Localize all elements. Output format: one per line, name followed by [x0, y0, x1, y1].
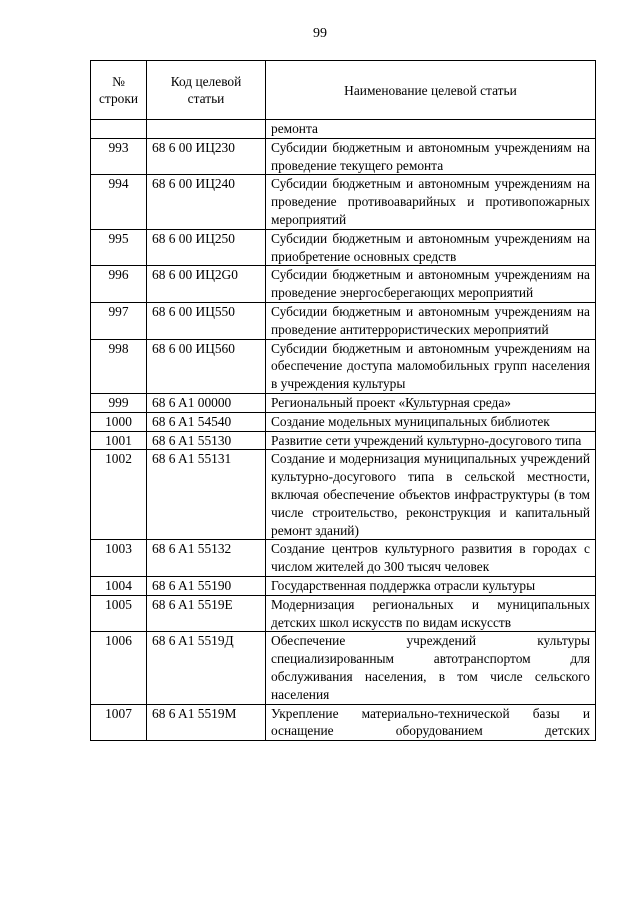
table-row [91, 540, 596, 577]
table-row [91, 431, 596, 450]
article-name: Региональный проект «Культурная среда» [266, 393, 596, 412]
article-code: 68 6 A1 00000 [147, 393, 266, 412]
article-code: 68 6 A1 54540 [147, 412, 266, 431]
article-code: 68 6 A1 55130 [147, 431, 266, 450]
table-row [91, 120, 596, 139]
article-name: Субсидии бюджетным и автономным учреждениям на проведение противоаварийных и противопожарных мероприятий [266, 175, 596, 229]
table-row [91, 412, 596, 431]
article-name: Модернизация региональных и муниципальных детских школ искусств по видам искусств [266, 595, 596, 632]
table-row [91, 138, 596, 175]
header-article-name: Наименование целевой статьи [266, 61, 596, 120]
article-code: 68 6 A1 5519Д [147, 632, 266, 704]
article-code: 68 6 A1 5519M [147, 704, 266, 741]
table-row [91, 393, 596, 412]
row-number: 997 [91, 302, 147, 339]
table-row [91, 595, 596, 632]
article-name: Создание центров культурного развития в городах с числом жителей до 300 тысяч человек [266, 540, 596, 577]
table-row [91, 266, 596, 303]
article-code [147, 120, 266, 139]
article-name: Укрепление материально-технической базы и оснащение оборудованием детских [266, 704, 596, 741]
table-row [91, 339, 596, 393]
article-code: 68 6 00 ИЦ2G0 [147, 266, 266, 303]
target-articles-table [90, 60, 596, 741]
table-row [91, 302, 596, 339]
article-name: Развитие сети учреждений культурно-досугового типа [266, 431, 596, 450]
row-number: 1001 [91, 431, 147, 450]
row-number: 1005 [91, 595, 147, 632]
table-row [91, 704, 596, 741]
row-number [91, 120, 147, 139]
row-number: 1000 [91, 412, 147, 431]
article-code: 68 6 00 ИЦ250 [147, 229, 266, 266]
article-code: 68 6 00 ИЦ230 [147, 138, 266, 175]
row-number: 993 [91, 138, 147, 175]
row-number: 994 [91, 175, 147, 229]
article-name: Субсидии бюджетным и автономным учреждениям на приобретение основных средств [266, 229, 596, 266]
header-article-code: Код целевой статьи [147, 61, 266, 120]
row-number: 998 [91, 339, 147, 393]
article-name: ремонта [266, 120, 596, 139]
table-row [91, 175, 596, 229]
row-number: 1006 [91, 632, 147, 704]
article-code: 68 6 A1 55190 [147, 576, 266, 595]
article-code: 68 6 A1 55131 [147, 450, 266, 540]
table-row [91, 229, 596, 266]
article-code: 68 6 00 ИЦ560 [147, 339, 266, 393]
article-name: Обеспечение учреждений культуры специализированным автотранспортом для обслуживания населения, в том числе сельского населения [266, 632, 596, 704]
article-name: Субсидии бюджетным и автономным учреждениям на обеспечение доступа маломобильных групп населения в учреждения культуры [266, 339, 596, 393]
article-name: Субсидии бюджетным и автономным учреждениям на проведение энергосберегающих мероприятий [266, 266, 596, 303]
row-number: 995 [91, 229, 147, 266]
table-row [91, 576, 596, 595]
row-number: 996 [91, 266, 147, 303]
page-number: 99 [313, 26, 327, 41]
row-number: 1002 [91, 450, 147, 540]
article-name: Субсидии бюджетным и автономным учреждениям на проведение антитеррористических мероприятий [266, 302, 596, 339]
table-header-row [91, 61, 596, 120]
article-name: Государственная поддержка отрасли культуры [266, 576, 596, 595]
table-row [91, 450, 596, 540]
article-name: Субсидии бюджетным и автономным учреждениям на проведение текущего ремонта [266, 138, 596, 175]
article-code: 68 6 00 ИЦ240 [147, 175, 266, 229]
table-row [91, 632, 596, 704]
article-code: 68 6 A1 5519E [147, 595, 266, 632]
article-code: 68 6 00 ИЦ550 [147, 302, 266, 339]
row-number: 1004 [91, 576, 147, 595]
article-name: Создание и модернизация муниципальных учреждений культурно-досугового типа в сельской местности, включая обеспечение объектов инфраструктуры (в том числе строительство, реконструкция и капитальный ремонт зданий) [266, 450, 596, 540]
row-number: 999 [91, 393, 147, 412]
row-number: 1003 [91, 540, 147, 577]
row-number: 1007 [91, 704, 147, 741]
header-row-number: № строки [91, 61, 147, 120]
article-code: 68 6 A1 55132 [147, 540, 266, 577]
article-name: Создание модельных муниципальных библиотек [266, 412, 596, 431]
